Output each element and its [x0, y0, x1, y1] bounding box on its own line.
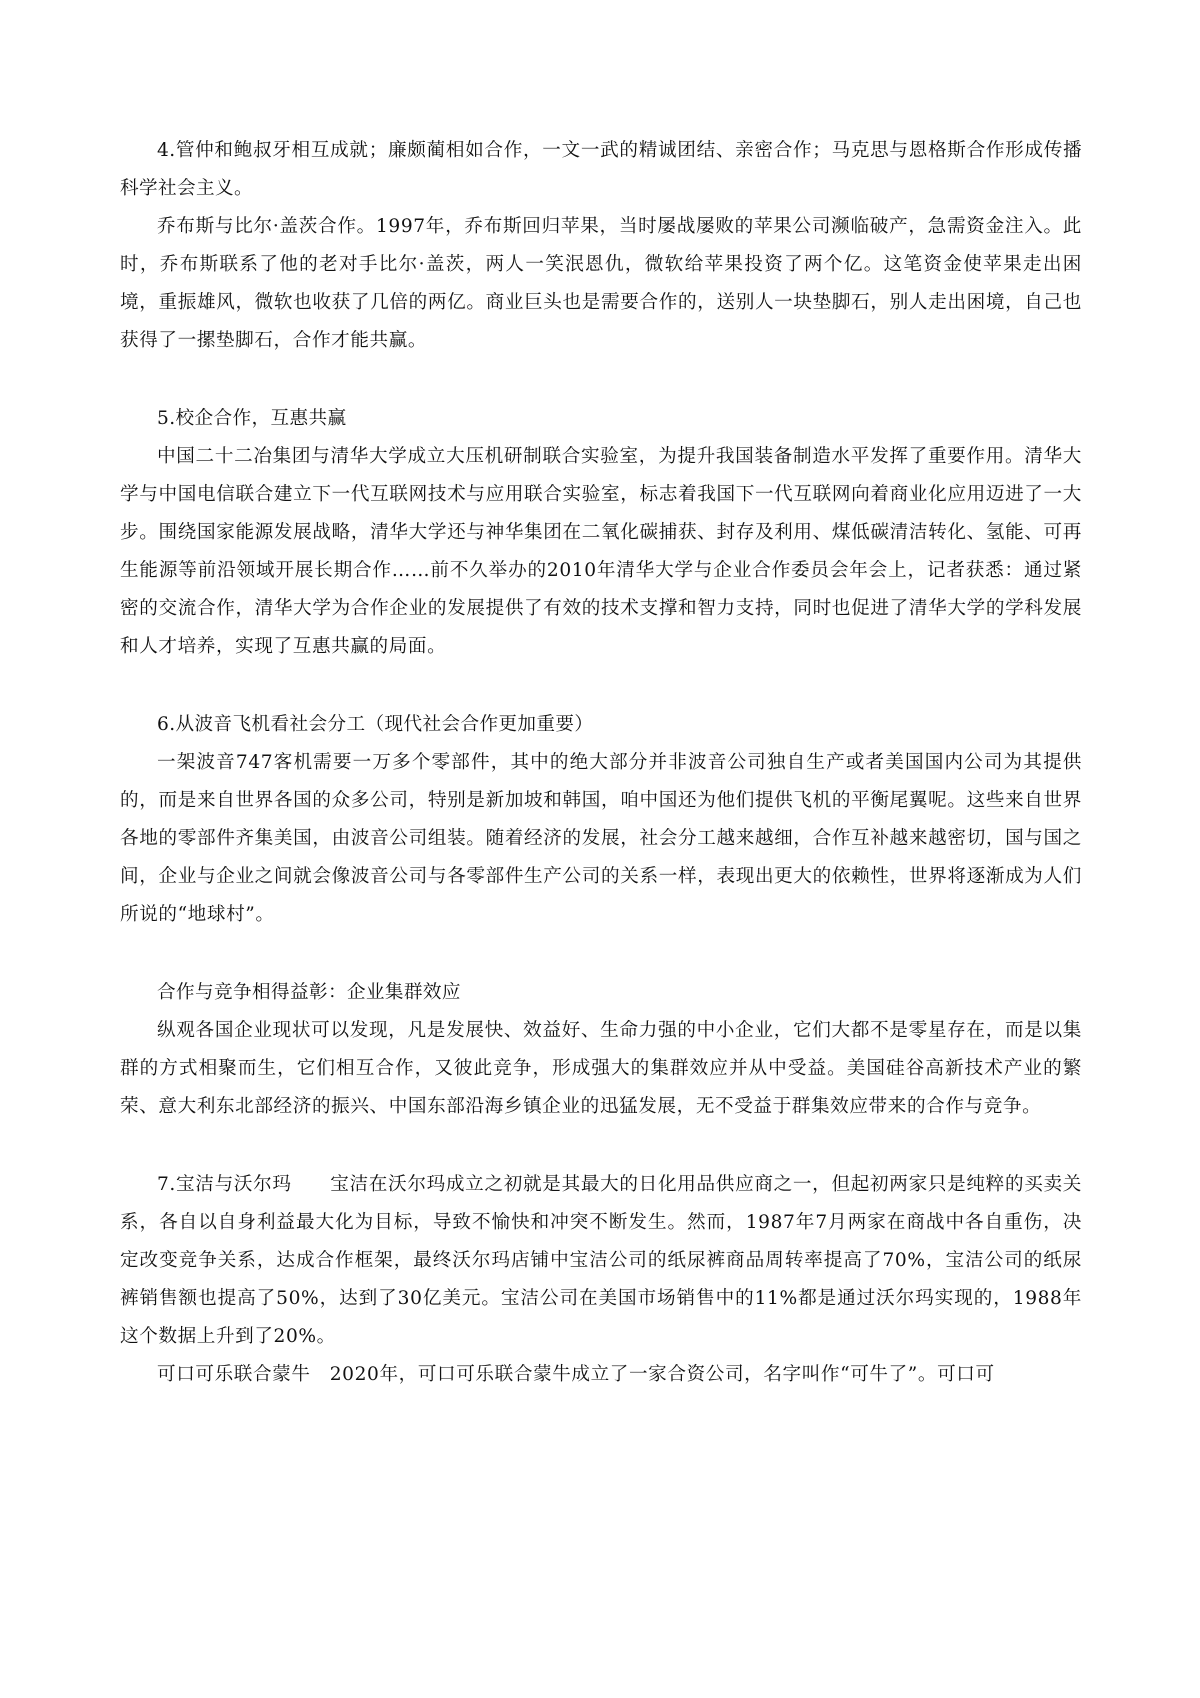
paragraph-coca-cola-mengniu: 可口可乐联合蒙牛 2020年，可口可乐联合蒙牛成立了一家合资公司，名字叫作“可牛了”。可口可 — [157, 1364, 995, 1385]
section-cluster-effect — [120, 974, 1082, 1126]
section-pg-walmart — [120, 1166, 1082, 1394]
section-guan-bao-cooperation — [120, 132, 1082, 360]
paragraph-point-6-heading: 6.从波音飞机看社会分工（现代社会合作更加重要） — [157, 714, 594, 735]
section-school-enterprise — [120, 400, 1082, 666]
paragraph-jobs-gates: 乔布斯与比尔·盖茨合作。1997年，乔布斯回归苹果，当时屡战屡败的苹果公司濒临破产，急需资金注入。此时，乔布斯联系了他的老对手比尔·盖茨，两人一笑泯恩仇，微软给苹果投资了两个亿。这笔资金使苹果走出困境，重振雄风，微软也收获了几倍的两亿。商业巨头也是需要合作的，送别人一块垫脚石，别人走出困境，自己也获得了一摞垫脚石，合作才能共赢。 — [120, 216, 1082, 351]
paragraph-point-7-pg-walmart: 7.宝洁与沃尔玛 宝洁在沃尔玛成立之初就是其最大的日化用品供应商之一，但起初两家只是纯粹的买卖关系，各自以自身利益最大化为目标，导致不愉快和冲突不断发生。然而，1987年7月两家在商战中各自重伤，决定改变竞争关系，达成合作框架，最终沃尔玛店铺中宝洁公司的纸尿裤商品周转率提高了70%，宝洁公司的纸尿裤销售额也提高了50%，达到了30亿美元。宝洁公司在美国市场销售中的11%都是通过沃尔玛实现的，1988年这个数据上升到了20%。 — [120, 1174, 1082, 1347]
paragraph-tsinghua-cooperation: 中国二十二冶集团与清华大学成立大压机研制联合实验室，为提升我国装备制造水平发挥了重要作用。清华大学与中国电信联合建立下一代互联网技术与应用联合实验室，标志着我国下一代互联网向着商业化应用迈进了一大步。围绕国家能源发展战略，清华大学还与神华集团在二氧化碳捕获、封存及利用、煤低碳清洁转化、氢能、可再生能源等前沿领域开展长期合作……前不久举办的2010年清华大学与企业合作委员会年会上，记者获悉：通过紧密的交流合作，清华大学为合作企业的发展提供了有效的技术支撑和智力支持，同时也促进了清华大学的学科发展和人才培养，实现了互惠共赢的局面。 — [120, 446, 1082, 657]
document-page — [120, 132, 1082, 1434]
paragraph-boeing-747: 一架波音747客机需要一万多个零部件，其中的绝大部分并非波音公司独自生产或者美国国内公司为其提供的，而是来自世界各国的众多公司，特别是新加坡和韩国，咱中国还为他们提供飞机的平衡尾翼呢。这些来自世界各地的零部件齐集美国，由波音公司组装。随着经济的发展，社会分工越来越细，合作互补越来越密切，国与国之间，企业与企业之间就会像波音公司与各零部件生产公司的关系一样，表现出更大的依赖性，世界将逐渐成为人们所说的“地球村”。 — [120, 752, 1082, 925]
section-boeing — [120, 706, 1082, 934]
paragraph-cluster-heading: 合作与竞争相得益彰：企业集群效应 — [157, 982, 461, 1003]
paragraph-point-4: 4.管仲和鲍叔牙相互成就；廉颇蔺相如合作，一文一武的精诚团结、亲密合作；马克思与恩格斯合作形成传播科学社会主义。 — [120, 140, 1082, 199]
paragraph-point-5-heading: 5.校企合作，互惠共赢 — [157, 408, 347, 429]
paragraph-cluster-body: 纵观各国企业现状可以发现，凡是发展快、效益好、生命力强的中小企业，它们大都不是零星存在，而是以集群的方式相聚而生，它们相互合作，又彼此竞争，形成强大的集群效应并从中受益。美国硅谷高新技术产业的繁荣、意大利东北部经济的振兴、中国东部沿海乡镇企业的迅猛发展，无不受益于群集效应带来的合作与竞争。 — [120, 1020, 1082, 1117]
